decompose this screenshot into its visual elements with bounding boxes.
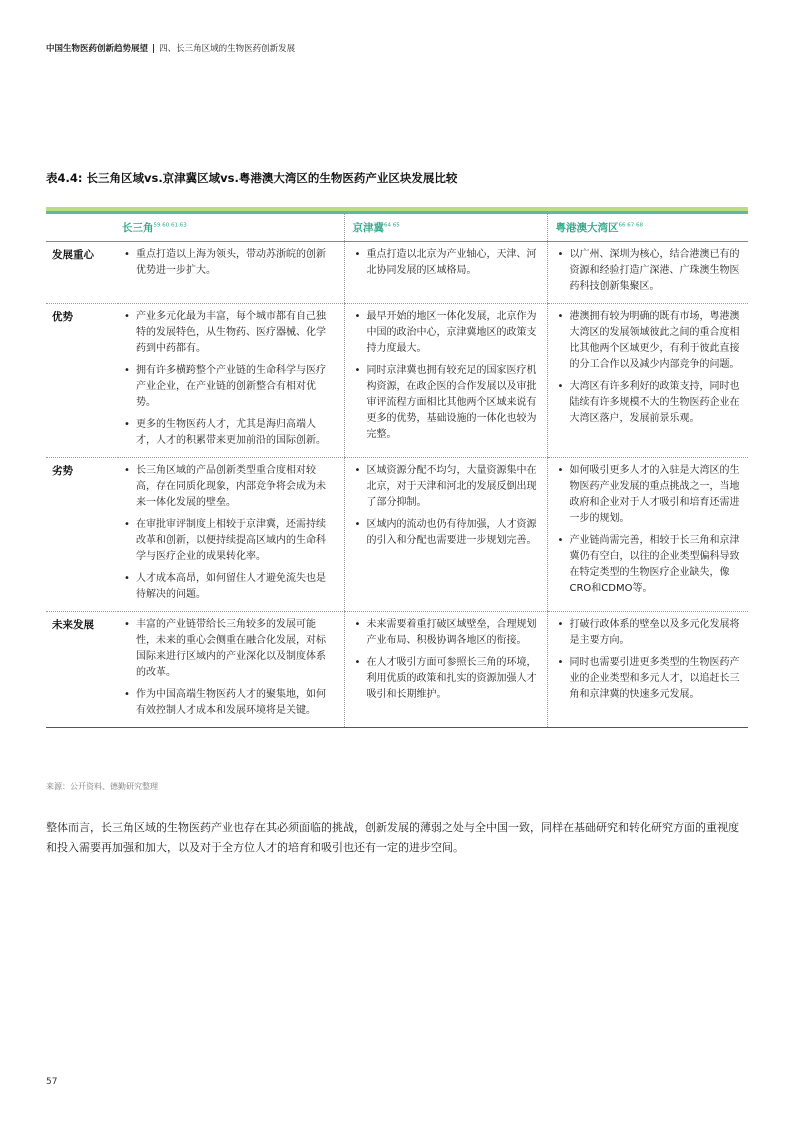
bullet-item: • 区域内的流动也仍有待加强，人才资源的引入和分配也需要进一步规划完善。 [353, 517, 539, 549]
bullet-item: • 如何吸引更多人才的入驻是大湾区的生物医药产业发展的重点挑战之一，当地政府和企业对于人才吸引和培育还需进一步的规划。 [556, 463, 741, 527]
section-title: 四、长三角区域的生物医药创新发展 [159, 44, 296, 54]
table-top-accent [46, 207, 748, 211]
bullet-list [122, 309, 336, 449]
bullet-list [122, 463, 336, 603]
page-number: 57 [46, 1077, 58, 1087]
source-note: 来源：公开资料、德勤研究整理 [46, 782, 158, 791]
bullet-item: • 作为中国高端生物医药人才的聚集地，如何有效控制人才成本和发展环境将是关键。 [122, 687, 336, 719]
table-cell [547, 612, 748, 728]
bullet-item: • 在审批审评制度上相较于京津冀，还需持续改革和创新，以便持续提高区域内的生命科学与医疗企业的成果转化率。 [122, 517, 336, 565]
table-cell [118, 304, 344, 458]
bullet-item: • 重点打造以上海为领头，带动苏浙皖的创新优势进一步扩大。 [122, 247, 336, 279]
bullet-list [122, 247, 336, 279]
bullet-list [556, 309, 741, 427]
table-row [46, 458, 748, 612]
table-cell [118, 458, 344, 612]
bullet-list [353, 617, 539, 703]
table-cell [118, 242, 344, 304]
bullet-list [556, 463, 741, 597]
table-cell [344, 458, 547, 612]
row-header: 优势 [46, 304, 118, 458]
bullet-item: • 打破行政体系的壁垒以及多元化发展将是主要方向。 [556, 617, 741, 649]
table-cell [547, 304, 748, 458]
bullet-list [556, 617, 741, 703]
bullet-list [122, 617, 336, 719]
bullet-list [353, 463, 539, 549]
row-header: 未来发展 [46, 612, 118, 728]
bullet-list [353, 309, 539, 443]
bullet-item: • 重点打造以北京为产业轴心，天津、河北协同发展的区域格局。 [353, 247, 539, 279]
row-header: 劣势 [46, 458, 118, 612]
table-cell [344, 612, 547, 728]
bullet-item: • 港澳拥有较为明确的既有市场，粤港澳大湾区的发展领域彼此之间的重合度相比其他两个区域更少，有利于彼此直接的分工合作以及减少内部竞争的问题。 [556, 309, 741, 373]
bullet-item: • 人才成本高昂，如何留住人才避免流失也是待解决的问题。 [122, 571, 336, 603]
table-cell [344, 304, 547, 458]
table-row [46, 304, 748, 458]
comparison-table [46, 214, 748, 728]
col-header-yangtze: 长三角$^{59 60 61 63}$ [46, 214, 344, 242]
col-header-jingjinji: 京津冀$^{64 65}$ [344, 214, 547, 242]
report-title: 中国生物医药创新趋势展望 [46, 44, 149, 54]
bullet-item: • 未来需要着重打破区域壁垒，合理规划产业布局、积极协调各地区的衔接。 [353, 617, 539, 649]
bullet-item: • 以广州、深圳为核心，结合港澳已有的资源和经验打造广深港、广珠澳生物医药科技创新集聚区。 [556, 247, 741, 295]
table-row [46, 242, 748, 304]
bullet-item: • 在人才吸引方面可参照长三角的环境，利用优质的政策和扎实的资源加强人才吸引和长期维护。 [353, 655, 539, 703]
bullet-item: • 最早开始的地区一体化发展，北京作为中国的政治中心，京津冀地区的政策支持力度最大。 [353, 309, 539, 357]
bullet-item: • 丰富的产业链带给长三角较多的发展可能性，未来的重心会侧重在融合化发展，对标国际来进行区域内的产业深化以及制度体系的改革。 [122, 617, 336, 681]
table-cell [344, 242, 547, 304]
bullet-item: • 同时京津冀也拥有较充足的国家医疗机构资源，在政企医的合作发展以及审批审评流程方面相比其他两个区域来说有更多的优势，基础设施的一体化也较为完整。 [353, 363, 539, 443]
table-title: 表4.4: 长三角区域vs.京津冀区域vs.粤港澳大湾区的生物医药产业区块发展比较 [46, 171, 458, 185]
comparison-table-wrapper [46, 207, 748, 728]
bullet-list [556, 247, 741, 295]
bullet-list [353, 247, 539, 279]
bullet-item: • 更多的生物医药人才，尤其是海归高端人才，人才的积累带来更加前沿的国际创新。 [122, 417, 336, 449]
bullet-item: • 拥有许多横跨整个产业链的生命科学与医疗产业企业，在产业链的创新整合有相对优势。 [122, 363, 336, 411]
bullet-item: • 大湾区有许多利好的政策支持，同时也陆续有许多规模不大的生物医药企业在大湾区落户，发展前景乐观。 [556, 379, 741, 427]
header-separator: | [152, 44, 156, 54]
bullet-item: • 长三角区域的产品创新类型重合度相对较高，存在同质化现象，内部竞争将会成为未来一体化发展的壁垒。 [122, 463, 336, 511]
bullet-item: • 产业链尚需完善，相较于长三角和京津冀仍有空白，以往的企业类型偏科导致在特定类型的生物医疗企业缺失，像CRO和CDMO等。 [556, 533, 741, 597]
bullet-item: • 同时也需要引进更多类型的生物医药产业的企业类型和多元人才，以追赶长三角和京津冀的快速多元发展。 [556, 655, 741, 703]
bullet-item: • 产业多元化最为丰富，每个城市都有自己独特的发展特色，从生物药、医疗器械、化学药到中药都有。 [122, 309, 336, 357]
bullet-item: • 区域资源分配不均匀，大量资源集中在北京，对于天津和河北的发展反倒出现了部分抑制。 [353, 463, 539, 511]
table-cell [547, 458, 748, 612]
col-header-greater-bay: 粤港澳大湾区$^{66 67 68}$ [547, 214, 748, 242]
table-row [46, 612, 748, 728]
row-header: 发展重心 [46, 242, 118, 304]
table-cell [547, 242, 748, 304]
table-cell [118, 612, 344, 728]
body-paragraph: 整体而言，长三角区域的生物医药产业也存在其必须面临的挑战，创新发展的薄弱之处与全中国一致，同样在基础研究和转化研究方面的重视度和投入需要再加强和加大，以及对于全方位人才的培育和吸引也还有一定的进步空间。 [46, 821, 739, 854]
table-header-row [46, 214, 748, 242]
running-header [46, 42, 295, 54]
